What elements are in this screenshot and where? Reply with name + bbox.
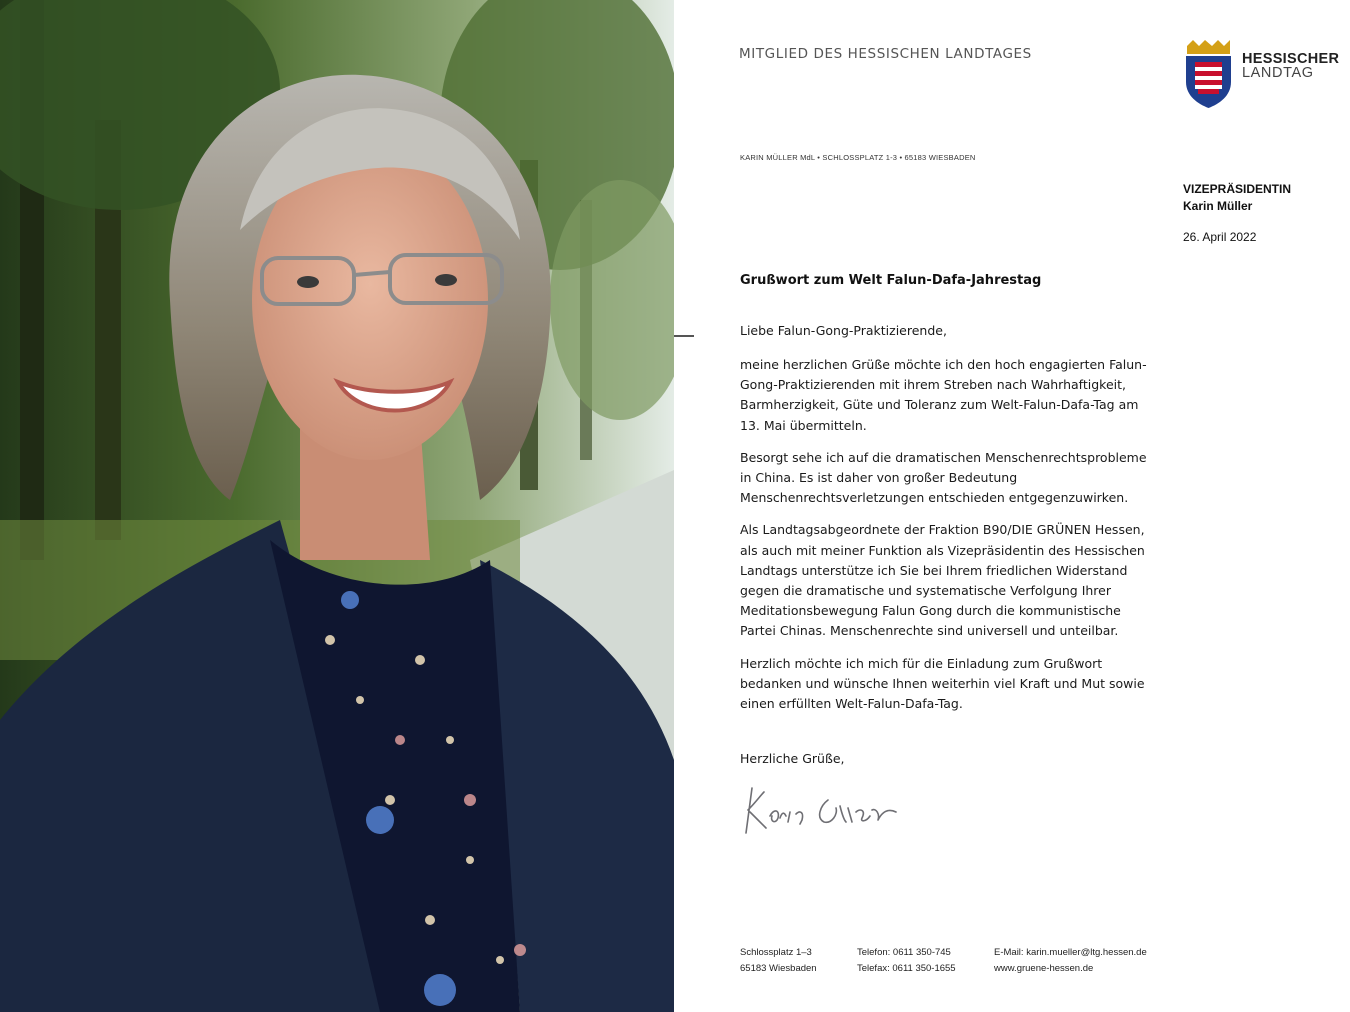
footer-web[interactable]: www.gruene-hessen.de (994, 963, 1094, 974)
paragraph-1: meine herzlichen Grüße möchte ich den hoch engagierten Falun-Gong-Praktizierenden mit ihrem Streben nach Wahrhaftigkeit, Barmherzigkeit, Güte und Toleranz zum Welt-Falun-Dafa-Tag am 13. Mai übermitteln. (740, 357, 1147, 433)
footer-street: Schlossplatz 1–3 (740, 947, 812, 958)
footer-contact-phone (857, 945, 956, 977)
hesse-crest-icon (1181, 40, 1236, 108)
portrait-photo (0, 0, 674, 1012)
footer-city: 65183 Wiesbaden (740, 963, 817, 974)
footer-phone: Telefon: 0611 350-745 (857, 947, 951, 958)
letter-body (740, 355, 1155, 726)
paragraph-2: Besorgt sehe ich auf die dramatischen Menschenrechtsprobleme in China. Es ist daher von großer Bedeutung Menschenrechtsverletzungen entschieden entgegenzuwirken. (740, 449, 1147, 506)
letter-date: 26. April 2022 (1183, 230, 1257, 244)
logo-subtitle: LANDTAG (1242, 65, 1314, 81)
handwritten-signature (740, 778, 910, 840)
footer-fax: Telefax: 0611 350-1655 (857, 963, 956, 974)
letter-subject: Grußwort zum Welt Falun-Dafa-Jahrestag (740, 273, 1042, 288)
role-name: Karin Müller (1183, 199, 1253, 213)
logo-title: HESSISCHER (1242, 51, 1340, 67)
paragraph-3: Als Landtagsabgeordnete der Fraktion B90/DIE GRÜNEN Hessen, als auch mit meiner Funktion als Vizepräsidentin des Hessischen Landtags unterstütze ich Sie bei Ihrem friedlichen Widerstand gegen die dramatische und systematische Verfolgung Ihrer Meditationsbewegung Falun Gong durch die kommunistische Partei Chinas. Menschenrechte sind universell und unteilbar. (740, 522, 1145, 639)
paragraph-4: Herzlich möchte ich mich für die Einladung zum Grußwort bedanken und wünsche Ihnen weiterhin viel Kraft und Mut sowie einen erfüllten Welt-Falun-Dafa-Tag. (740, 655, 1145, 712)
salutation: Liebe Falun-Gong-Praktizierende, (740, 323, 947, 338)
fold-mark (674, 335, 694, 337)
footer-contact-online (994, 945, 1147, 977)
footer-address (740, 945, 817, 977)
role-title: VIZEPRÄSIDENTIN (1183, 182, 1292, 196)
portrait-illustration (0, 0, 674, 1012)
member-header: MITGLIED DES HESSISCHEN LANDTAGES (739, 46, 1032, 62)
closing: Herzliche Grüße, (740, 751, 845, 766)
letter-page (674, 0, 1350, 1012)
footer-email[interactable]: E-Mail: karin.mueller@ltg.hessen.de (994, 947, 1147, 958)
sender-address-line: KARIN MÜLLER MdL • SCHLOSSPLATZ 1-3 • 65183 WIESBADEN (740, 153, 976, 162)
